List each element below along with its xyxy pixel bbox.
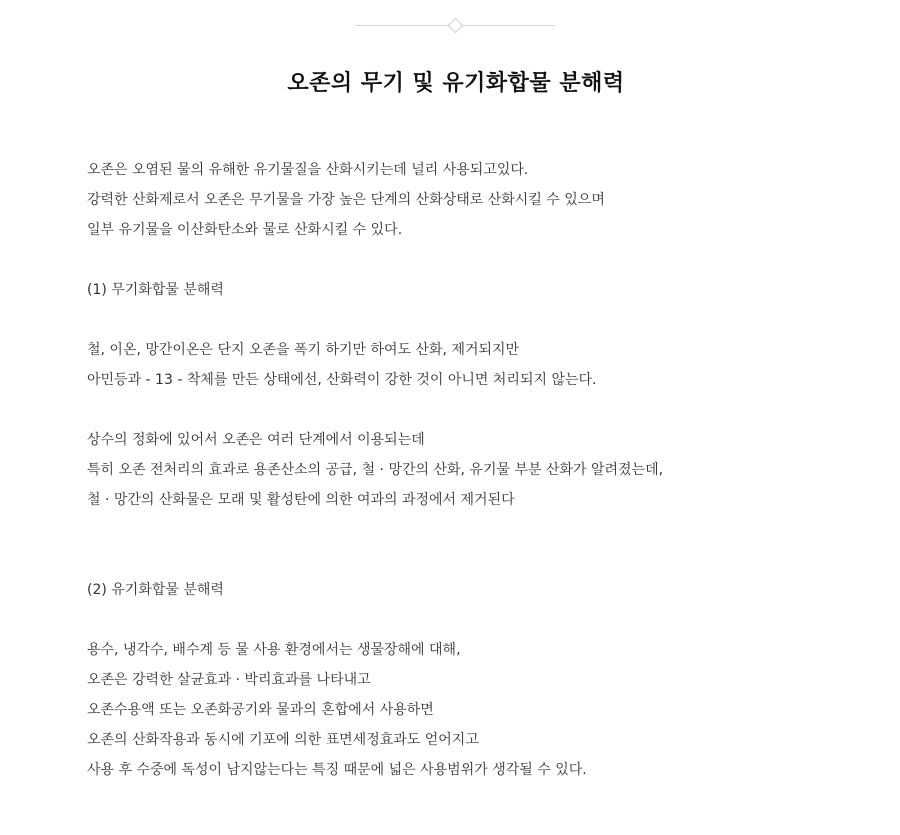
diamond-icon xyxy=(448,18,464,34)
paragraph-line: 오존수용액 또는 오존화공기와 물과의 혼합에서 사용하면 xyxy=(87,702,434,718)
article-body xyxy=(87,155,847,785)
title-ornament-divider xyxy=(355,16,555,36)
paragraph-line: 상수의 정화에 있어서 오존은 여러 단계에서 이용되는데 xyxy=(87,432,425,448)
paragraph-line: 오존은 강력한 살균효과 · 박리효과를 나타내고 xyxy=(87,672,371,688)
intro-line: 강력한 산화제로서 오존은 무기물을 가장 높은 단계의 산화상태로 산화시킬 수 있으며 xyxy=(87,192,605,208)
divider-line-right xyxy=(462,25,555,26)
divider-line-left xyxy=(355,25,448,26)
intro-line: 오존은 오염된 물의 유해한 유기물질을 산화시키는데 널리 사용되고있다. xyxy=(87,162,529,178)
paragraph-line: 철 · 망간의 산화물은 모래 및 활성탄에 의한 여과의 과정에서 제거된다 xyxy=(87,492,515,508)
paragraph-line: 사용 후 수중에 독성이 남지않는다는 특징 때문에 넓은 사용범위가 생각될 수 있다. xyxy=(87,762,587,778)
paragraph-line: 아민등과 - 13 - 착체를 만든 상태에선, 산화력이 강한 것이 아니면 처리되지 않는다. xyxy=(87,372,597,388)
paragraph-line: 용수, 냉각수, 배수계 등 물 사용 환경에서는 생물장해에 대해, xyxy=(87,642,461,658)
page-title: 오존의 무기 및 유기화합물 분해력 xyxy=(287,71,625,96)
paragraph-line: 오존의 산화작용과 동시에 기포에 의한 표면세정효과도 얻어지고 xyxy=(87,732,479,748)
intro-line: 일부 유기물을 이산화탄소와 물로 산화시킬 수 있다. xyxy=(87,222,403,238)
paragraph-line: 특히 오존 전처리의 효과로 용존산소의 공급, 철 · 망간의 산화, 유기물 부분 산화가 알려졌는데, xyxy=(87,462,664,478)
section-heading-inorganic: (1) 무기화합물 분해력 xyxy=(87,282,224,298)
paragraph-line: 철, 이온, 망간이온은 단지 오존을 폭기 하기만 하여도 산화, 제거되지만 xyxy=(87,342,520,358)
section-heading-organic: (2) 유기화합물 분해력 xyxy=(87,582,224,598)
